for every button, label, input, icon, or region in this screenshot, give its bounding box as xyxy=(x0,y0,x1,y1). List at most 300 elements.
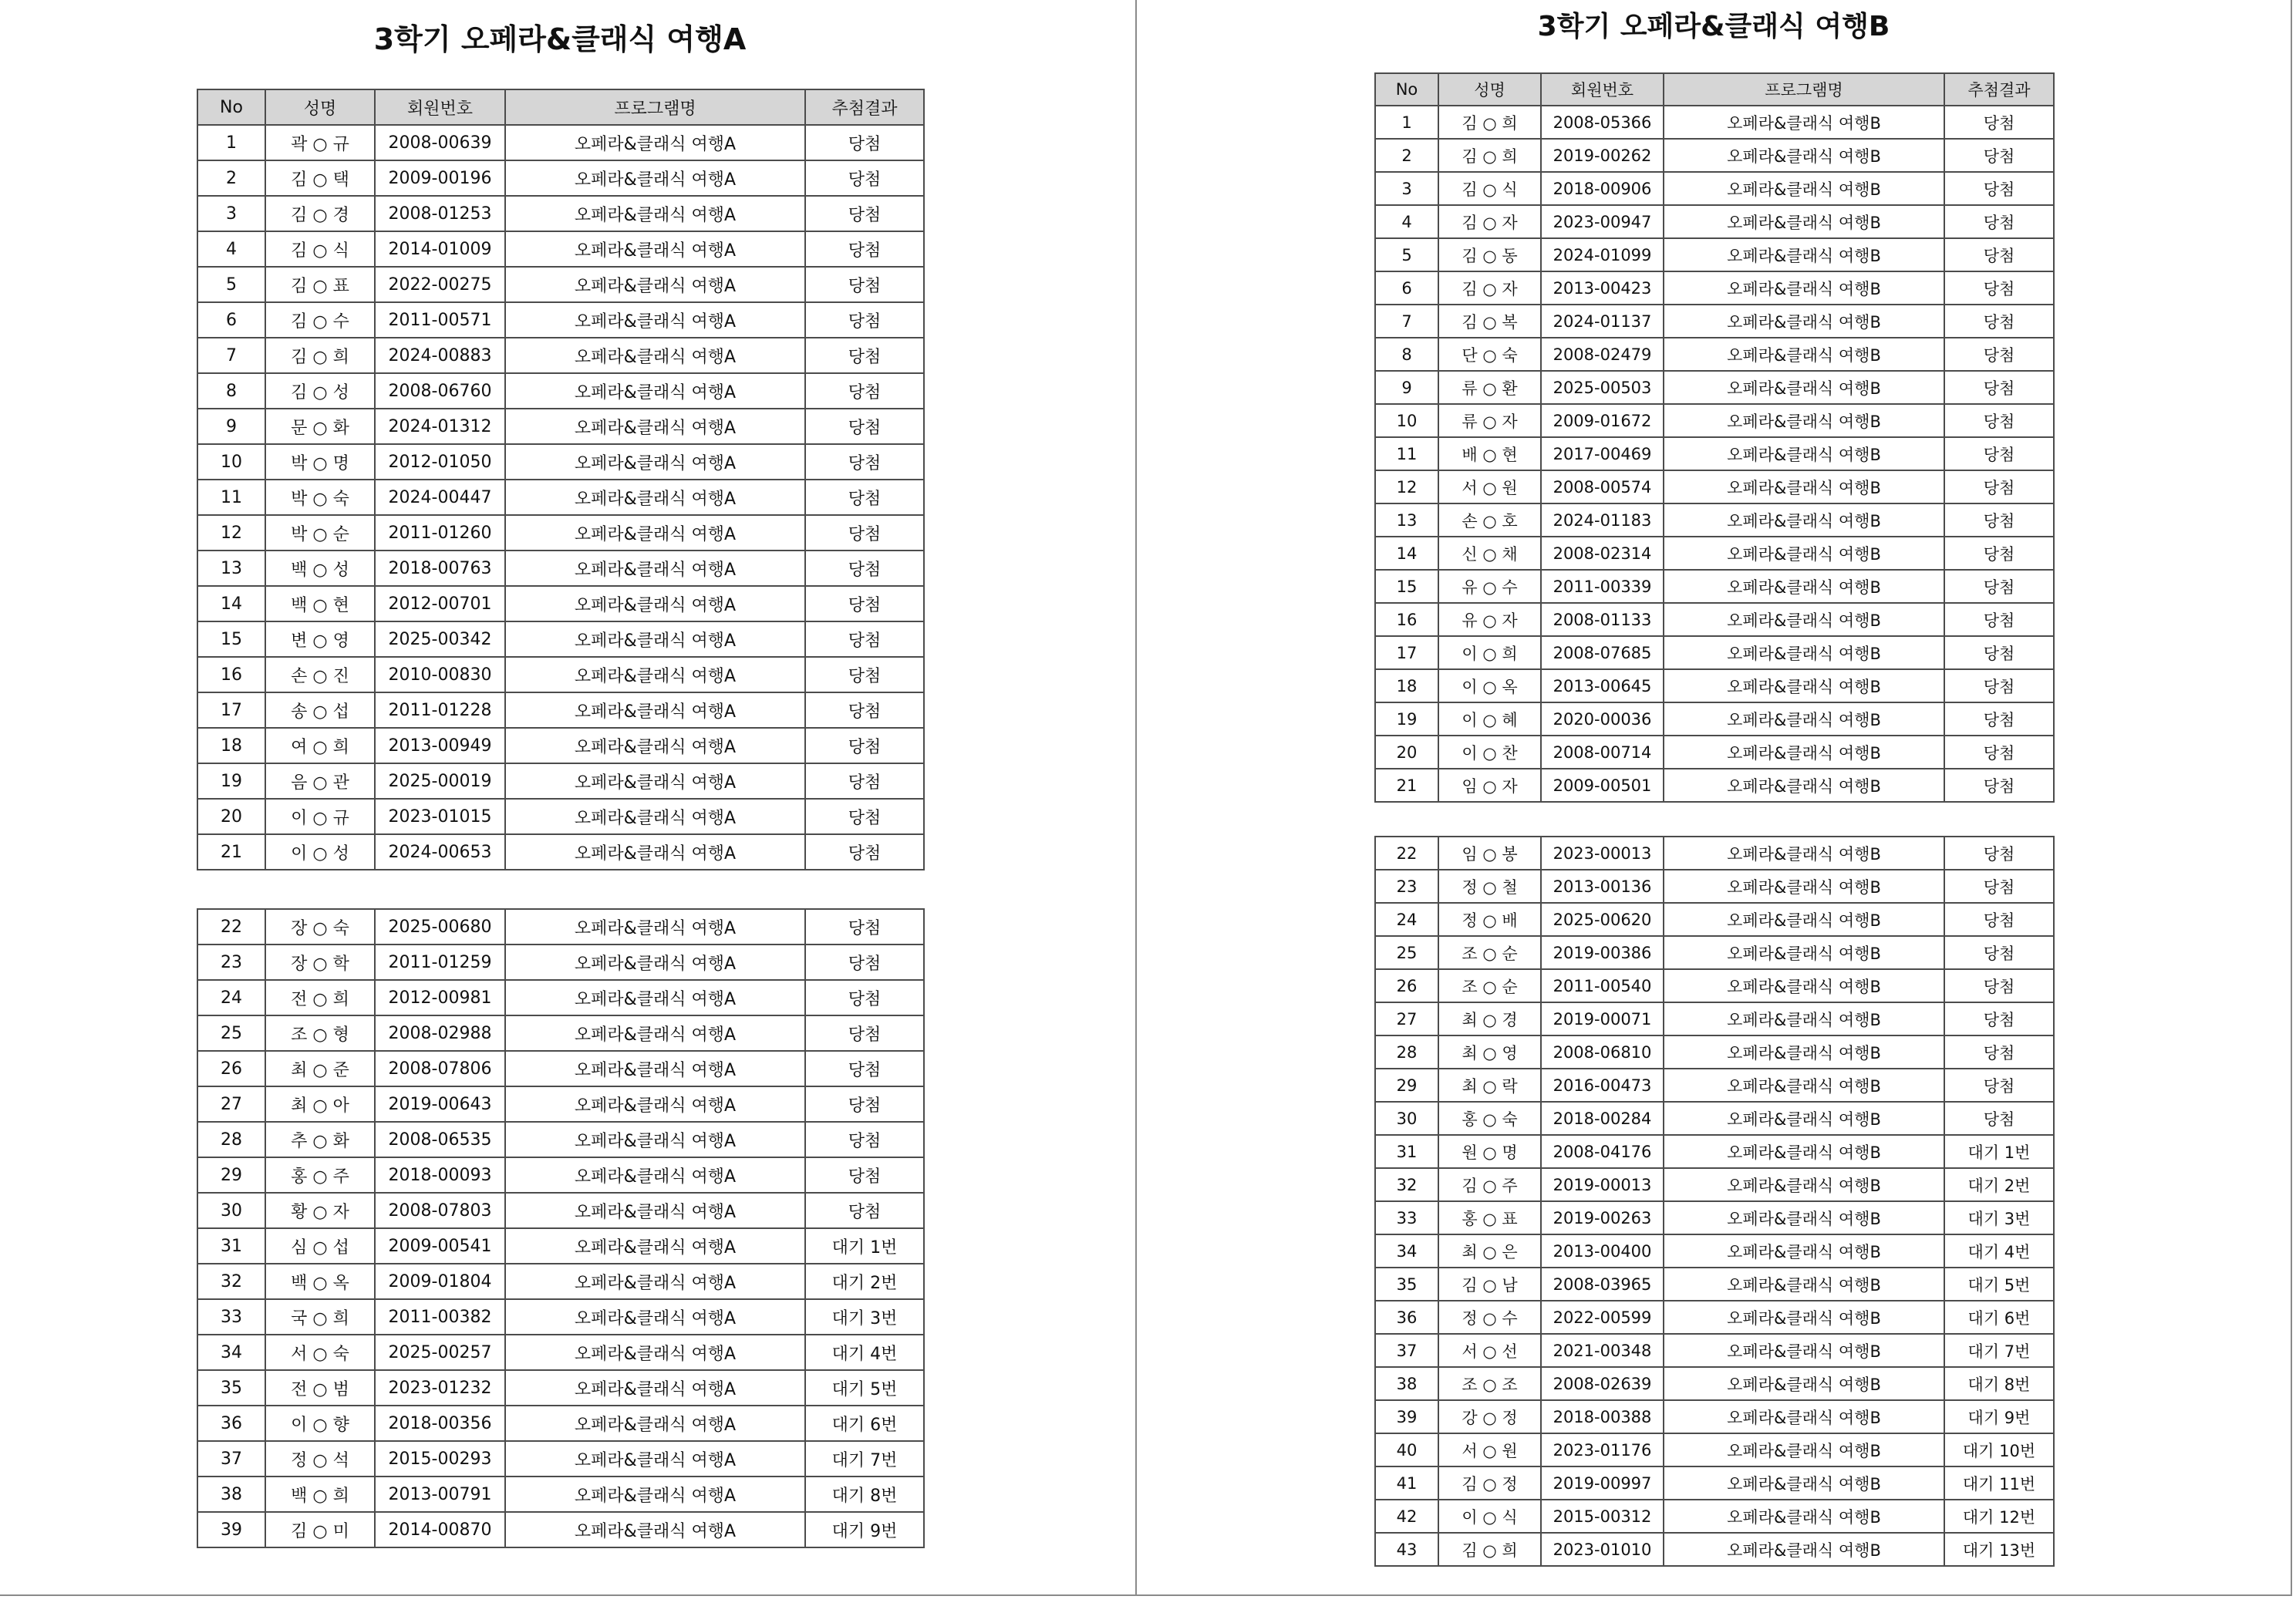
cell-no: 14 xyxy=(197,586,265,621)
cell-no: 3 xyxy=(1375,172,1438,205)
cell-no: 27 xyxy=(197,1086,265,1122)
cell-member-id: 2025-00257 xyxy=(375,1335,505,1370)
cell-result: 당첨 xyxy=(1944,1069,2054,1102)
cell-member-id: 2024-01312 xyxy=(375,409,505,444)
cell-name: 추 ○ 화 xyxy=(265,1122,375,1157)
cell-no: 24 xyxy=(1375,903,1438,936)
cell-program: 오페라&클래식 여행A xyxy=(505,1477,805,1512)
cell-no: 1 xyxy=(1375,106,1438,139)
cell-no: 42 xyxy=(1375,1500,1438,1533)
cell-program: 오페라&클래식 여행B xyxy=(1664,870,1944,903)
cell-no: 35 xyxy=(197,1370,265,1406)
cell-program: 오페라&클래식 여행A xyxy=(505,799,805,834)
cell-result: 대기 4번 xyxy=(1944,1234,2054,1268)
cell-result: 당첨 xyxy=(805,231,924,267)
cell-no: 10 xyxy=(197,444,265,480)
cell-no: 24 xyxy=(197,980,265,1015)
cell-member-id: 2013-00400 xyxy=(1541,1234,1664,1268)
cell-member-id: 2024-00447 xyxy=(375,480,505,515)
cell-name: 김 ○ 주 xyxy=(1438,1168,1541,1201)
table-row xyxy=(1375,537,2054,570)
cell-program: 오페라&클래식 여행A xyxy=(505,1051,805,1086)
cell-name: 배 ○ 현 xyxy=(1438,437,1541,470)
table-row xyxy=(1375,1433,2054,1466)
cell-member-id: 2025-00503 xyxy=(1541,371,1664,404)
cell-no: 20 xyxy=(197,799,265,834)
cell-program: 오페라&클래식 여행B xyxy=(1664,1035,1944,1069)
cell-member-id: 2011-00382 xyxy=(375,1299,505,1335)
cell-program: 오페라&클래식 여행B xyxy=(1664,338,1944,371)
cell-member-id: 2024-01137 xyxy=(1541,305,1664,338)
cell-member-id: 2009-00541 xyxy=(375,1228,505,1264)
cell-result: 당첨 xyxy=(805,692,924,728)
cell-name: 서 ○ 원 xyxy=(1438,1433,1541,1466)
cell-name: 김 ○ 경 xyxy=(265,196,375,231)
cell-result: 당첨 xyxy=(805,799,924,834)
cell-program: 오페라&클래식 여행A xyxy=(505,1228,805,1264)
cell-program: 오페라&클래식 여행B xyxy=(1664,271,1944,305)
table-row xyxy=(1375,1135,2054,1168)
cell-name: 김 ○ 식 xyxy=(265,231,375,267)
cell-result: 대기 12번 xyxy=(1944,1500,2054,1533)
table-row xyxy=(1375,1234,2054,1268)
cell-program: 오페라&클래식 여행A xyxy=(505,945,805,980)
cell-program: 오페라&클래식 여행B xyxy=(1664,1400,1944,1433)
header-name: 성명 xyxy=(265,89,375,125)
cell-no: 2 xyxy=(1375,139,1438,172)
cell-name: 조 ○ 형 xyxy=(265,1015,375,1051)
cell-no: 15 xyxy=(197,621,265,657)
cell-result: 당첨 xyxy=(1944,837,2054,870)
cell-member-id: 2013-00423 xyxy=(1541,271,1664,305)
cell-no: 16 xyxy=(197,657,265,692)
cell-result: 당첨 xyxy=(1944,769,2054,802)
cell-result: 당첨 xyxy=(1944,271,2054,305)
cell-program: 오페라&클래식 여행A xyxy=(505,1299,805,1335)
cell-name: 서 ○ 선 xyxy=(1438,1334,1541,1367)
cell-name: 전 ○ 희 xyxy=(265,980,375,1015)
table-row xyxy=(1375,870,2054,903)
cell-result: 당첨 xyxy=(805,909,924,945)
cell-name: 류 ○ 자 xyxy=(1438,404,1541,437)
cell-name: 곽 ○ 규 xyxy=(265,125,375,160)
cell-no: 31 xyxy=(1375,1135,1438,1168)
cell-program: 오페라&클래식 여행B xyxy=(1664,470,1944,503)
cell-member-id: 2018-00763 xyxy=(375,551,505,586)
cell-no: 22 xyxy=(197,909,265,945)
cell-member-id: 2019-00263 xyxy=(1541,1201,1664,1234)
cell-result: 대기 10번 xyxy=(1944,1433,2054,1466)
cell-program: 오페라&클래식 여행B xyxy=(1664,702,1944,736)
cell-name: 음 ○ 관 xyxy=(265,763,375,799)
table-row xyxy=(1375,1102,2054,1135)
cell-result: 당첨 xyxy=(805,980,924,1015)
cell-member-id: 2018-00388 xyxy=(1541,1400,1664,1433)
cell-member-id: 2024-00883 xyxy=(375,338,505,373)
cell-result: 당첨 xyxy=(805,160,924,196)
cell-result: 당첨 xyxy=(805,125,924,160)
cell-result: 대기 2번 xyxy=(805,1264,924,1299)
cell-name: 홍 ○ 표 xyxy=(1438,1201,1541,1234)
cell-name: 서 ○ 원 xyxy=(1438,470,1541,503)
cell-result: 당첨 xyxy=(805,373,924,409)
cell-result: 당첨 xyxy=(1944,139,2054,172)
cell-program: 오페라&클래식 여행A xyxy=(505,728,805,763)
cell-no: 5 xyxy=(197,267,265,302)
cell-name: 신 ○ 채 xyxy=(1438,537,1541,570)
cell-result: 대기 5번 xyxy=(1944,1268,2054,1301)
cell-program: 오페라&클래식 여행A xyxy=(505,621,805,657)
cell-name: 황 ○ 자 xyxy=(265,1193,375,1228)
cell-name: 최 ○ 준 xyxy=(265,1051,375,1086)
cell-program: 오페라&클래식 여행B xyxy=(1664,1268,1944,1301)
cell-program: 오페라&클래식 여행B xyxy=(1664,1433,1944,1466)
cell-result: 대기 3번 xyxy=(1944,1201,2054,1234)
cell-no: 4 xyxy=(1375,205,1438,238)
cell-program: 오페라&클래식 여행B xyxy=(1664,936,1944,969)
cell-result: 당첨 xyxy=(1944,870,2054,903)
cell-no: 25 xyxy=(197,1015,265,1051)
cell-no: 29 xyxy=(197,1157,265,1193)
cell-result: 당첨 xyxy=(1944,1102,2054,1135)
cell-member-id: 2018-00284 xyxy=(1541,1102,1664,1135)
cell-program: 오페라&클래식 여행B xyxy=(1664,503,1944,537)
cell-result: 대기 4번 xyxy=(805,1335,924,1370)
page-title: 3학기 오페라&클래식 여행B xyxy=(1537,11,1890,42)
table-row xyxy=(1375,769,2054,802)
header-no: No xyxy=(197,89,265,125)
cell-member-id: 2008-02988 xyxy=(375,1015,505,1051)
cell-result: 당첨 xyxy=(1944,238,2054,271)
cell-name: 김 ○ 동 xyxy=(1438,238,1541,271)
cell-no: 17 xyxy=(1375,636,1438,669)
cell-name: 정 ○ 배 xyxy=(1438,903,1541,936)
cell-program: 오페라&클래식 여행A xyxy=(505,692,805,728)
cell-result: 당첨 xyxy=(805,409,924,444)
cell-result: 당첨 xyxy=(1944,969,2054,1002)
cell-result: 당첨 xyxy=(1944,1035,2054,1069)
cell-program: 오페라&클래식 여행B xyxy=(1664,1234,1944,1268)
table-row xyxy=(1375,106,2054,139)
cell-member-id: 2008-06535 xyxy=(375,1122,505,1157)
cell-name: 최 ○ 은 xyxy=(1438,1234,1541,1268)
cell-program: 오페라&클래식 여행B xyxy=(1664,1533,1944,1566)
cell-program: 오페라&클래식 여행B xyxy=(1664,139,1944,172)
cell-program: 오페라&클래식 여행A xyxy=(505,267,805,302)
cell-program: 오페라&클래식 여행A xyxy=(505,338,805,373)
cell-member-id: 2012-01050 xyxy=(375,444,505,480)
cell-program: 오페라&클래식 여행B xyxy=(1664,1466,1944,1500)
cell-name: 이 ○ 혜 xyxy=(1438,702,1541,736)
cell-member-id: 2015-00293 xyxy=(375,1441,505,1477)
cell-member-id: 2023-00013 xyxy=(1541,837,1664,870)
cell-no: 33 xyxy=(1375,1201,1438,1234)
cell-no: 8 xyxy=(1375,338,1438,371)
cell-no: 39 xyxy=(197,1512,265,1547)
cell-result: 당첨 xyxy=(805,728,924,763)
cell-member-id: 2025-00680 xyxy=(375,909,505,945)
cell-no: 9 xyxy=(197,409,265,444)
cell-name: 국 ○ 희 xyxy=(265,1299,375,1335)
cell-no: 3 xyxy=(197,196,265,231)
cell-no: 14 xyxy=(1375,537,1438,570)
header-name: 성명 xyxy=(1438,73,1541,106)
cell-program: 오페라&클래식 여행B xyxy=(1664,570,1944,603)
cell-program: 오페라&클래식 여행A xyxy=(505,302,805,338)
cell-name: 박 ○ 순 xyxy=(265,515,375,551)
cell-result: 당첨 xyxy=(805,621,924,657)
cell-result: 당첨 xyxy=(805,267,924,302)
cell-program: 오페라&클래식 여행B xyxy=(1664,172,1944,205)
table-row xyxy=(1375,1069,2054,1102)
cell-member-id: 2011-01260 xyxy=(375,515,505,551)
cell-member-id: 2020-00036 xyxy=(1541,702,1664,736)
cell-result: 당첨 xyxy=(1944,936,2054,969)
cell-result: 당첨 xyxy=(805,1051,924,1086)
cell-program: 오페라&클래식 여행A xyxy=(505,515,805,551)
cell-member-id: 2014-01009 xyxy=(375,231,505,267)
cell-name: 김 ○ 식 xyxy=(1438,172,1541,205)
cell-program: 오페라&클래식 여행B xyxy=(1664,669,1944,702)
cell-result: 대기 1번 xyxy=(1944,1135,2054,1168)
cell-result: 대기 5번 xyxy=(805,1370,924,1406)
cell-program: 오페라&클래식 여행A xyxy=(505,444,805,480)
cell-member-id: 2008-02479 xyxy=(1541,338,1664,371)
table-row xyxy=(1375,570,2054,603)
cell-program: 오페라&클래식 여행B xyxy=(1664,1500,1944,1533)
cell-member-id: 2019-00643 xyxy=(375,1086,505,1122)
cell-no: 41 xyxy=(1375,1466,1438,1500)
cell-no: 6 xyxy=(1375,271,1438,305)
cell-program: 오페라&클래식 여행A xyxy=(505,373,805,409)
cell-name: 김 ○ 택 xyxy=(265,160,375,196)
cell-member-id: 2008-05366 xyxy=(1541,106,1664,139)
cell-name: 임 ○ 자 xyxy=(1438,769,1541,802)
cell-result: 대기 8번 xyxy=(805,1477,924,1512)
header-result: 추첨결과 xyxy=(1944,73,2054,106)
cell-member-id: 2025-00342 xyxy=(375,621,505,657)
cell-member-id: 2009-00501 xyxy=(1541,769,1664,802)
cell-program: 오페라&클래식 여행A xyxy=(505,1441,805,1477)
cell-no: 21 xyxy=(1375,769,1438,802)
table-row xyxy=(1375,936,2054,969)
table-row xyxy=(1375,1400,2054,1433)
cell-program: 오페라&클래식 여행A xyxy=(505,1264,805,1299)
table-row xyxy=(1375,1168,2054,1201)
cell-member-id: 2019-00262 xyxy=(1541,139,1664,172)
cell-name: 최 ○ 영 xyxy=(1438,1035,1541,1069)
cell-program: 오페라&클래식 여행B xyxy=(1664,769,1944,802)
cell-program: 오페라&클래식 여행B xyxy=(1664,1002,1944,1035)
cell-name: 이 ○ 옥 xyxy=(1438,669,1541,702)
cell-name: 정 ○ 석 xyxy=(265,1441,375,1477)
cell-result: 당첨 xyxy=(805,945,924,980)
cell-no: 37 xyxy=(197,1441,265,1477)
cell-program: 오페라&클래식 여행B xyxy=(1664,1168,1944,1201)
cell-program: 오페라&클래식 여행B xyxy=(1664,537,1944,570)
cell-member-id: 2008-07803 xyxy=(375,1193,505,1228)
cell-result: 당첨 xyxy=(805,586,924,621)
cell-no: 37 xyxy=(1375,1334,1438,1367)
cell-program: 오페라&클래식 여행B xyxy=(1664,636,1944,669)
cell-no: 6 xyxy=(197,302,265,338)
cell-result: 당첨 xyxy=(805,551,924,586)
cell-no: 33 xyxy=(197,1299,265,1335)
cell-result: 대기 9번 xyxy=(1944,1400,2054,1433)
header-result: 추첨결과 xyxy=(805,89,924,125)
table-row xyxy=(1375,1466,2054,1500)
cell-program: 오페라&클래식 여행B xyxy=(1664,305,1944,338)
cell-result: 당첨 xyxy=(1944,404,2054,437)
table-row xyxy=(1375,969,2054,1002)
cell-name: 김 ○ 희 xyxy=(1438,139,1541,172)
cell-result: 대기 6번 xyxy=(1944,1301,2054,1334)
cell-member-id: 2012-00701 xyxy=(375,586,505,621)
cell-name: 백 ○ 현 xyxy=(265,586,375,621)
cell-member-id: 2009-01804 xyxy=(375,1264,505,1299)
cell-no: 36 xyxy=(1375,1301,1438,1334)
cell-member-id: 2014-00870 xyxy=(375,1512,505,1547)
cell-program: 오페라&클래식 여행A xyxy=(505,480,805,515)
page-title: 3학기 오페라&클래식 여행A xyxy=(373,22,747,56)
cell-member-id: 2013-00645 xyxy=(1541,669,1664,702)
table-row xyxy=(1375,1035,2054,1069)
cell-program: 오페라&클래식 여행B xyxy=(1664,837,1944,870)
cell-name: 백 ○ 옥 xyxy=(265,1264,375,1299)
cell-result: 당첨 xyxy=(805,1015,924,1051)
cell-name: 장 ○ 학 xyxy=(265,945,375,980)
cell-member-id: 2009-01672 xyxy=(1541,404,1664,437)
cell-no: 30 xyxy=(197,1193,265,1228)
cell-no: 12 xyxy=(1375,470,1438,503)
cell-member-id: 2017-00469 xyxy=(1541,437,1664,470)
cell-member-id: 2011-01259 xyxy=(375,945,505,980)
cell-member-id: 2019-00071 xyxy=(1541,1002,1664,1035)
cell-name: 원 ○ 명 xyxy=(1438,1135,1541,1168)
cell-no: 34 xyxy=(197,1335,265,1370)
table-row xyxy=(1375,636,2054,669)
cell-name: 조 ○ 순 xyxy=(1438,969,1541,1002)
cell-name: 여 ○ 희 xyxy=(265,728,375,763)
cell-name: 최 ○ 경 xyxy=(1438,1002,1541,1035)
cell-result: 당첨 xyxy=(1944,702,2054,736)
cell-program: 오페라&클래식 여행B xyxy=(1664,1367,1944,1400)
cell-result: 대기 8번 xyxy=(1944,1367,2054,1400)
cell-program: 오페라&클래식 여행A xyxy=(505,586,805,621)
cell-result: 당첨 xyxy=(805,444,924,480)
cell-member-id: 2013-00136 xyxy=(1541,870,1664,903)
cell-no: 19 xyxy=(1375,702,1438,736)
cell-name: 최 ○ 아 xyxy=(265,1086,375,1122)
cell-member-id: 2013-00791 xyxy=(375,1477,505,1512)
table-row xyxy=(1375,470,2054,503)
cell-name: 백 ○ 성 xyxy=(265,551,375,586)
cell-program: 오페라&클래식 여행A xyxy=(505,1193,805,1228)
cell-name: 김 ○ 정 xyxy=(1438,1466,1541,1500)
cell-result: 당첨 xyxy=(1944,903,2054,936)
cell-member-id: 2009-00196 xyxy=(375,160,505,196)
cell-no: 17 xyxy=(197,692,265,728)
cell-name: 김 ○ 희 xyxy=(1438,106,1541,139)
cell-member-id: 2024-01183 xyxy=(1541,503,1664,537)
cell-member-id: 2022-00275 xyxy=(375,267,505,302)
cell-no: 26 xyxy=(197,1051,265,1086)
cell-member-id: 2019-00386 xyxy=(1541,936,1664,969)
cell-name: 박 ○ 명 xyxy=(265,444,375,480)
cell-name: 김 ○ 자 xyxy=(1438,271,1541,305)
cell-result: 당첨 xyxy=(805,1157,924,1193)
cell-name: 김 ○ 성 xyxy=(265,373,375,409)
cell-program: 오페라&클래식 여행B xyxy=(1664,238,1944,271)
cell-result: 대기 3번 xyxy=(805,1299,924,1335)
table-row xyxy=(1375,172,2054,205)
cell-name: 전 ○ 범 xyxy=(265,1370,375,1406)
cell-result: 당첨 xyxy=(805,1193,924,1228)
cell-member-id: 2023-01015 xyxy=(375,799,505,834)
cell-result: 당첨 xyxy=(1944,437,2054,470)
cell-no: 16 xyxy=(1375,603,1438,636)
header-program: 프로그램명 xyxy=(1664,73,1944,106)
header-no: No xyxy=(1375,73,1438,106)
cell-name: 이 ○ 식 xyxy=(1438,1500,1541,1533)
cell-name: 심 ○ 섭 xyxy=(265,1228,375,1264)
cell-no: 2 xyxy=(197,160,265,196)
cell-result: 당첨 xyxy=(805,763,924,799)
cell-name: 손 ○ 호 xyxy=(1438,503,1541,537)
cell-name: 이 ○ 희 xyxy=(1438,636,1541,669)
cell-no: 40 xyxy=(1375,1433,1438,1466)
table-row xyxy=(1375,503,2054,537)
table-row xyxy=(1375,1301,2054,1334)
cell-result: 당첨 xyxy=(1944,371,2054,404)
cell-member-id: 2008-01253 xyxy=(375,196,505,231)
table-row xyxy=(1375,1334,2054,1367)
cell-program: 오페라&클래식 여행A xyxy=(505,409,805,444)
cell-no: 18 xyxy=(197,728,265,763)
cell-name: 조 ○ 조 xyxy=(1438,1367,1541,1400)
cell-member-id: 2025-00019 xyxy=(375,763,505,799)
cell-no: 22 xyxy=(1375,837,1438,870)
cell-name: 송 ○ 섭 xyxy=(265,692,375,728)
cell-result: 당첨 xyxy=(1944,503,2054,537)
cell-result: 당첨 xyxy=(805,834,924,870)
cell-result: 당첨 xyxy=(805,196,924,231)
cell-name: 정 ○ 수 xyxy=(1438,1301,1541,1334)
cell-no: 13 xyxy=(197,551,265,586)
cell-no: 38 xyxy=(197,1477,265,1512)
cell-no: 11 xyxy=(197,480,265,515)
table-row xyxy=(1375,1268,2054,1301)
cell-no: 43 xyxy=(1375,1533,1438,1566)
cell-program: 오페라&클래식 여행B xyxy=(1664,106,1944,139)
cell-member-id: 2011-00540 xyxy=(1541,969,1664,1002)
cell-no: 18 xyxy=(1375,669,1438,702)
cell-no: 27 xyxy=(1375,1002,1438,1035)
cell-result: 당첨 xyxy=(1944,470,2054,503)
cell-no: 29 xyxy=(1375,1069,1438,1102)
cell-program: 오페라&클래식 여행B xyxy=(1664,736,1944,769)
cell-name: 이 ○ 성 xyxy=(265,834,375,870)
cell-result: 당첨 xyxy=(1944,172,2054,205)
cell-no: 10 xyxy=(1375,404,1438,437)
cell-result: 당첨 xyxy=(805,515,924,551)
cell-member-id: 2024-01099 xyxy=(1541,238,1664,271)
cell-member-id: 2008-07685 xyxy=(1541,636,1664,669)
table-row xyxy=(1375,404,2054,437)
table-row xyxy=(1375,1002,2054,1035)
table-row xyxy=(1375,437,2054,470)
table-row xyxy=(1375,205,2054,238)
